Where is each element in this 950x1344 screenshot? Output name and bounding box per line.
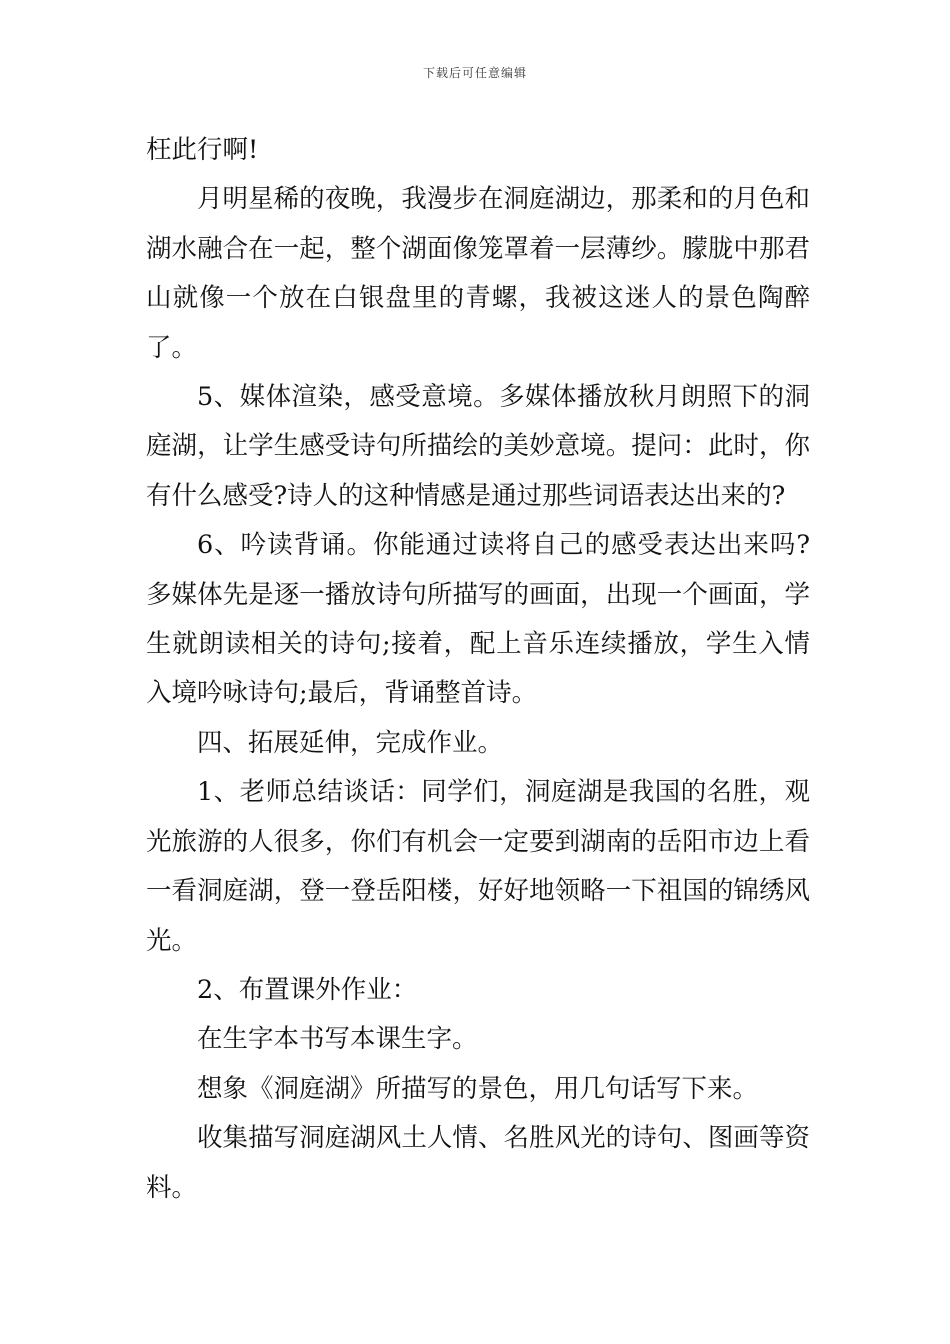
paragraph-continuation: 枉此行啊! bbox=[146, 135, 259, 165]
document-body bbox=[146, 126, 810, 1213]
paragraph-homework-3: 收集描写洞庭湖风土人情、名胜风光的诗句、图画等资料。 bbox=[146, 1123, 810, 1203]
section-heading-extension: 四、拓展延伸，完成作业。 bbox=[197, 727, 504, 758]
paragraph-step-5: 5、媒体渲染，感受意境。多媒体播放秋月朗照下的洞庭湖，让学生感受诗句所描绘的美妙意境。提问：此时，你有什么感受?诗人的这种情感是通过那些词语表达出来的? bbox=[146, 382, 810, 511]
paragraph-homework-heading: 2、布置课外作业： bbox=[197, 974, 418, 1005]
paragraph-homework-2: 想象《洞庭湖》所描写的景色，用几句话写下来。 bbox=[197, 1073, 759, 1104]
page-header-note: 下载后可任意编辑 bbox=[422, 66, 527, 80]
paragraph-moonlit-lake: 月明星稀的夜晚，我漫步在洞庭湖边，那柔和的月色和湖水融合在一起，整个湖面像笼罩着一层薄纱。朦胧中那君山就像一个放在白银盘里的青螺，我被这迷人的景色陶醉了。 bbox=[146, 184, 810, 363]
paragraph-homework-1: 在生字本书写本课生字。 bbox=[197, 1024, 478, 1055]
paragraph-step-6: 6、吟读背诵。你能通过读将自己的感受表达出来吗?多媒体先是逐一播放诗句所描写的画面，出现一个画面，学生就朗读相关的诗句;接着，配上音乐连续播放，学生入情入境吟咏诗句;最后，背诵整首诗。 bbox=[146, 530, 810, 709]
paragraph-teacher-summary: 1、老师总结谈话：同学们，洞庭湖是我国的名胜，观光旅游的人很多，你们有机会一定要到湖南的岳阳市边上看一看洞庭湖，登一登岳阳楼，好好地领略一下祖国的锦绣风光。 bbox=[146, 777, 810, 956]
